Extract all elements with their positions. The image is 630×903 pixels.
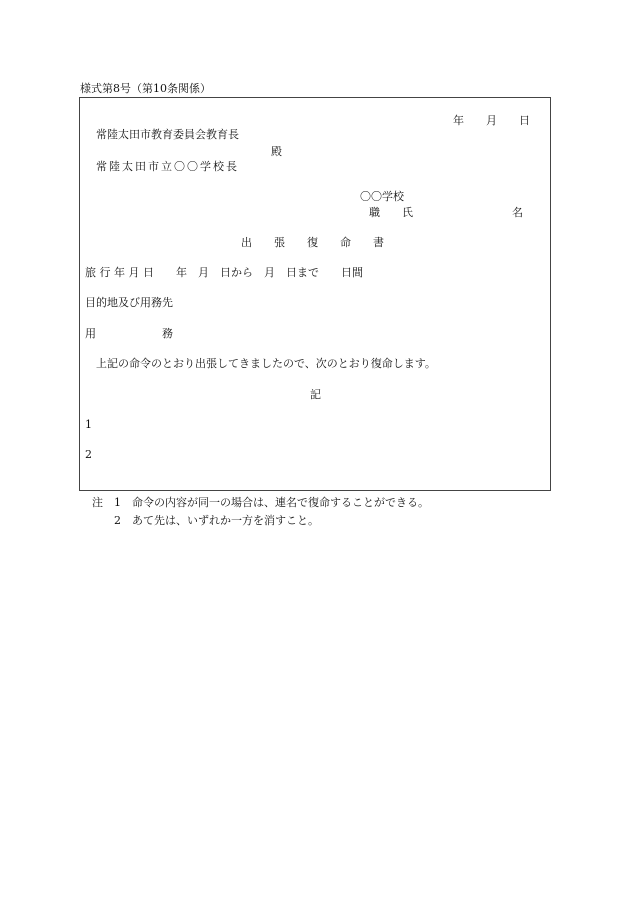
record-heading: 記 [310,388,321,401]
note-line: 注 1 命令の内容が同一の場合は、連名で復命することができる。 [92,496,429,509]
record-item-number: 1 [85,418,92,431]
note-line: 2 あて先は、いずれか一方を消すこと。 [114,514,319,527]
honorific-dono: 殿 [271,145,282,158]
report-form-box [79,97,551,491]
destination-label: 目的地及び用務先 [85,296,173,309]
document-title: 出 張 復 命 書 [241,236,384,249]
business-label: 用 務 [85,327,173,340]
record-item-number: 2 [85,448,92,461]
travel-dates-row: 旅 行 年 月 日 年 月 日から 月 日まで 日間 [85,266,363,279]
date-line: 年 月 日 [453,114,530,127]
school-name: 〇〇学校 [360,190,404,203]
form-number-label: 様式第8号（第10条関係） [80,82,211,95]
addressee-school-principal: 常陸太田市立〇〇学校長 [96,160,239,173]
official-title-and-name: 職 氏 名 [369,206,523,219]
report-statement: 上記の命令のとおり出張してきましたので、次のとおり復命します。 [96,357,436,370]
addressee-board-of-education: 常陸太田市教育委員会教育長 [96,128,239,141]
